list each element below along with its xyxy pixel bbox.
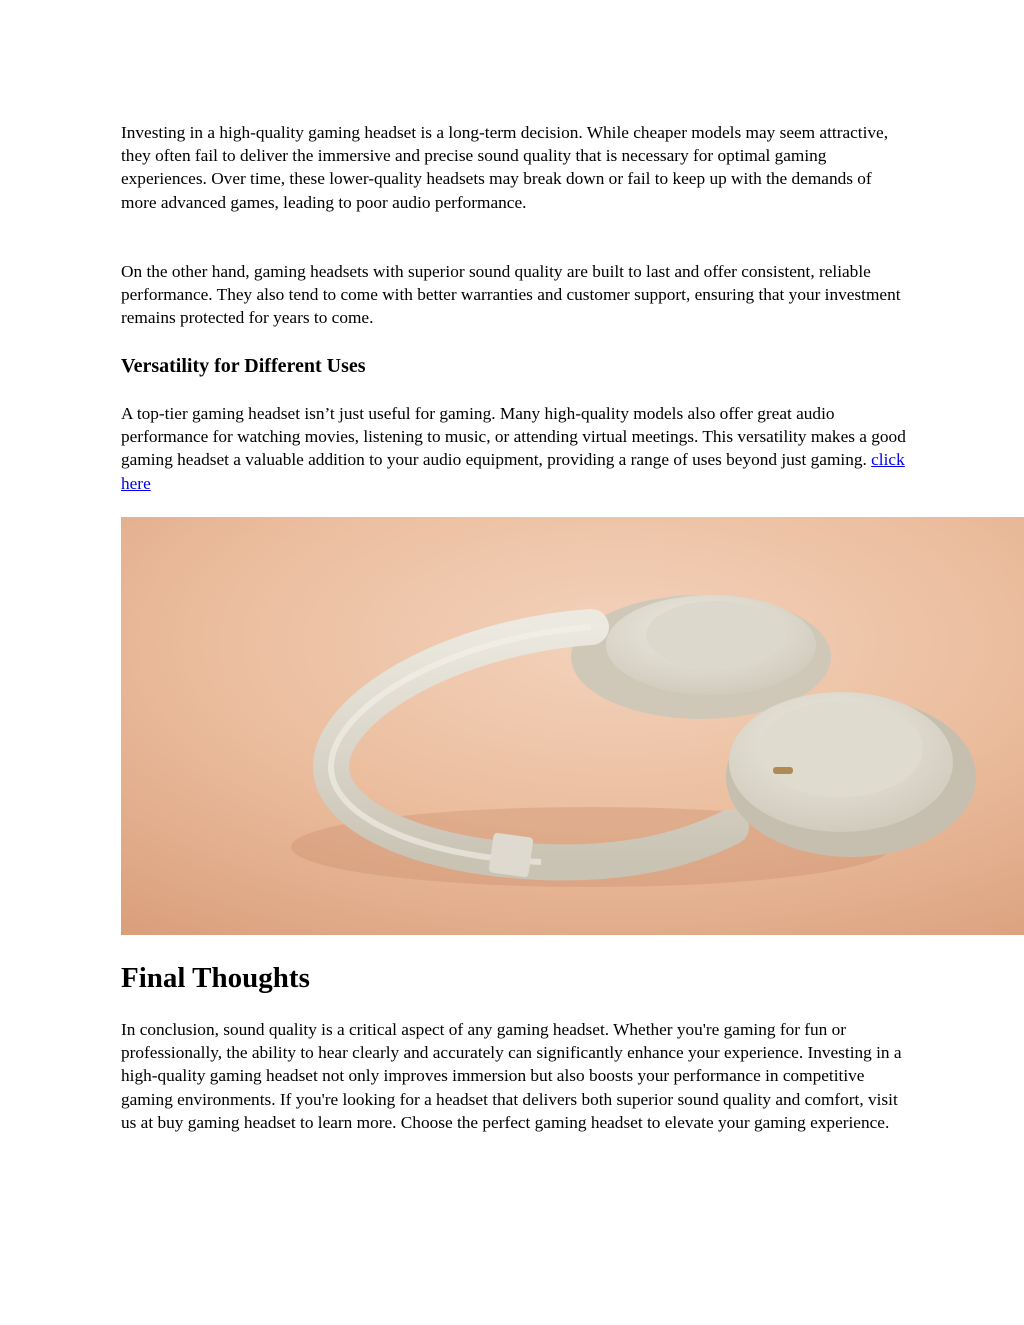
- paragraph-versatility: [121, 402, 911, 495]
- paragraph-versatility-text: A top-tier gaming headset isn’t just useful for gaming. Many high-quality models also offer great audio performance for watching movies, listening to music, or attending virtual meetings. This versatility makes a good gaming headset a valuable addition to your audio equipment, providing a range of uses beyond just gaming.: [121, 404, 906, 470]
- headset-photo-svg: [121, 517, 1024, 935]
- click-here-link[interactable]: click here: [121, 450, 905, 493]
- headset-photo: [121, 517, 1024, 935]
- heading-final-thoughts: Final Thoughts: [121, 962, 310, 994]
- paragraph-durability: On the other hand, gaming headsets with superior sound quality are built to last and offer consistent, reliable performance. They also tend to come with better warranties and customer support, ensuring that your investment remains protected for years to come.: [121, 262, 901, 328]
- paragraph-conclusion: In conclusion, sound quality is a critical aspect of any gaming headset. Whether you're gaming for fun or professionally, the ability to hear clearly and accurately can significantly enhance your experience. Investing in a high-quality gaming headset not only improves immersion but also boosts your performance in competitive gaming environments. If you're looking for a headset that delivers both superior sound quality and comfort, visit us at buy gaming headset to learn more. Choose the perfect gaming headset to elevate your gaming experience.: [121, 1020, 902, 1132]
- paragraph-investment: Investing in a high-quality gaming headset is a long-term decision. While cheaper models may seem attractive, they often fail to deliver the immersive and precise sound quality that is necessary for optimal gaming experiences. Over time, these lower-quality headsets may break down or fail to keep up with the demands of more advanced games, leading to poor audio performance.: [121, 123, 889, 212]
- heading-versatility: Versatility for Different Uses: [121, 355, 366, 377]
